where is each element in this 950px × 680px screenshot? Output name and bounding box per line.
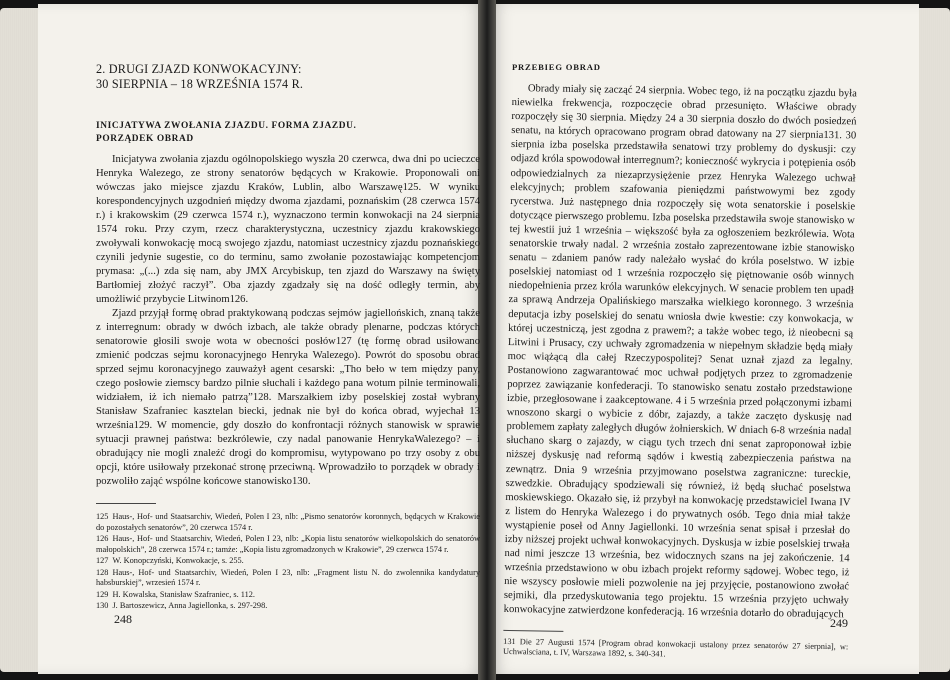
footnote-rule-right [503, 629, 563, 631]
footnote-130: 130 J. Bartoszewicz, Anna Jagiellonka, s. 297-298. [96, 601, 268, 610]
right-page-content [502, 38, 857, 659]
footnote-125: 125 Haus-, Hof- und Staatsarchiv, Wiedeń, Polen I 23, nlb: „Pismo senatorów koronnych, będących w Krakowie do pozostałych senatorów”, 20 czerwca 1574 r. [96, 512, 480, 532]
chapter-title-line1: 2. DRUGI ZJAZD KONWOKACYJNY: [96, 62, 302, 76]
left-body-text [96, 153, 480, 489]
footnote-126: 126 Haus-, Hof- und Staatsarchiv, Wiedeń, Polen I 23, nlb: „Kopia listu senatorów wielkopolskich do senatorów małopolskich”, 28 czerwca 1574 r.; tamże: „Kopia listu zgromadzonych w Krakowie”, 29 czerwca 1574 r. [96, 534, 480, 554]
left-page-content [78, 42, 480, 613]
left-footnotes [78, 512, 480, 612]
footnote-131: 131 Die 27 Augusti 1574 [Program obrad konwokacji ustalony przez senatorów 27 sierpnia], w: Uchwalsciana, t. IV, Warszawa 1892, s. 340-341. [502, 636, 849, 659]
right-paragraph-1: Obrady miały się zacząć 24 sierpnia. Wobec tego, iż na początku zjazdu była niewielka frekwencja, rozpoczęcie obrad przesunięto. Właściwe obrady rozpoczęły się 30 sierpnia. Między 24 a 30 sierpnia doszło do dwóch posiedzeń senatu, na których opracowano program obrad datowany na 27 sierpnia131. 30 sierpnia izba poselska przedstawiła senatowi trzy problemy do dyskusji: czy odjazd króla spowodował interregnum?; konieczność wykrycia i potępienia osób odpowiedzialnych za niezaprzysiężenie przez Henryka Walezego uchwał elekcyjnych; problem szafowania pieniędzmi państwowymi bez zgody rycerstwa. Już następnego dnia rozpoczęły się wota senatorskie i poselskie dotyczące pierwszego problemu. Izba poselska przedstawiła swoje stanowisko w tej kwestii już 1 września – większość była za ogłoszeniem bezkrólewia. Wota senatorskie trwały nadal. 2 września zostało zaprezentowane izbie stanowisko senatu – zdaniem panów rady należało wysłać do króla poselstwo. W izbie poselskiej natomiast od 1 września rozpoczęło się piętnowanie osób winnych niedopełnienia przez króla warunków elekcyjnych. W senacie problem ten upadł za sprawą Andrzeja Opalińskiego marszałka wielkiego koronnego. 3 września deputacja izby poselskiej do senatu wniosła dwie kwestie: czy konwokacja, w której uczestniczą, jest zgodna z prawem?; a także wobec tego, iż nieobecni są Litwini i Prusacy, czy uchwały zgromadzenia w niepełnym składzie będą miały moc wiążącą dla całej Rzeczypospolitej? Senat uznał zjazd za legalny. Postanowiono zagwarantować moc uchwał podjętych przez to zgromadzenie poprzez zawiązanie konfederacji. To stanowisko senatu zostało przedstawione izbie, przegłosowane i zaakceptowane. 4 i 5 września przed połączonymi izbami wnoszono skargi o wybicie z dóbr, zajazdy, a także zaczęto dyskusję nad problemem zapłaty zaległych długów żołnierskich. W dniach 6-8 września nadal słuchano skarg o zajazdy, w ciągu tych trzech dni senat zaproponował izbie niższej dyskusję nad reformą sądów i kwestią zabezpieczenia państwa na zewnątrz. Dnia 9 września przyjmowano poselstwa zagraniczne: tureckie, szwedzkie. Obradujący spodziewali się również, iż będą słuchać poselstwa moskiewskiego. Okazało się, iż przybył na konwokację przedstawiciel Iwana IV z listem do Henryka Walezego i do prywatnych osób. Tego dnia miał także wystąpienie poseł od Anny Jagiellonki. 10 września senat spisał i przesłał do izby niższej projekt uchwał konwokacyjnych. Dyskusja w izbie poselskiej trwała nad nimi jeszcze 13 września, bez widocznych szans na jej zakończenie. 14 września przedstawiono w obu izbach projekt reformy sądowej. Wobec tego, iż nie wszyscy posłowie mieli pozwolenie na jej przyjęcie, postanowiono zwołać sejmiki, dla przedyskutowania tego projektu. 15 września przyjęto uchwały konwokacyjne zatwierdzone konfederacją. 16 września dotarło do obradujących [503, 83, 857, 621]
chapter-title [96, 62, 480, 92]
footnote-129: 129 H. Kowalska, Stanisław Szafraniec, s. 112. [96, 589, 256, 599]
chapter-title-line2: 30 SIERPNIA – 18 WRZEŚNIA 1574 R. [96, 77, 304, 91]
left-paragraph-1: Inicjatywa zwołania zjazdu ogólnopolskiego wyszła 20 czerwca, dwa dni po ucieczce Henryka Walezego, ze strony senatorów będących w Krakowie. Proponowali oni wówczas jako miejsce zjazdu Kraków, Lublin, albo Warszawę125. W wyniku korespondencyjnych uzgodnień między dwoma zjazdami, poznańskim (28 czerwca 1574 r.) i krakowskim (29 czerwca 1574 r.), wyznaczono termin konwokacji na 24 sierpnia 1574 roku. Przy czym, rzecz charakterystyczna, uczestnicy zjazdu krakowskiego zwoływali konwokację mocą swojego zjazdu, natomiast uczestnicy zjazdu poznańskiego czynili jedynie sugestie, co do terminu, samo zwołanie pozostawiając kompetencjom prymasa: „(...) zda się nam, aby JMX Arcybiskup, ten zjazd do Warszawy na święty Bartłomiej złożyć raczył”. Oba zjazdy zgadzały się na dość odległy termin, aby umożliwić przybycie Litwinom126. [96, 154, 480, 305]
footnote-127: 127 W. Konopczyński, Konwokacje, s. 255. [96, 556, 244, 565]
book-gutter [478, 0, 496, 680]
footnote-128: 128 Haus-, Hof- und Staatsarchiv, Wiedeń, Polen I 23, nlb: „Fragment listu N. do zwolennika kandydatury habsburskiej”, wrzesień 1574 r. [96, 567, 480, 587]
left-paragraph-2: Zjazd przyjął formę obrad praktykowaną podczas sejmów jagiellońskich, znaną także z interregnum: obrady w dwóch izbach, ale także obrady plenarne, podczas których senatorowie głosili swoje wota w obecności posłów127 (tę formę obrad usiłowano zmienić podczas sejmu koronacyjnego Henryka Walezego). Powrót do sposobu obrad sprzed sejmu koronacyjnego zauważył agent cesarski: „Tho beło w tem między pany, czego posłowie ziemscy bardzo pilnie słuchali i każdego pana wotum pilnie terminowali, widziałem, iż ich niemało patrzą”128. Marszałkiem izby poselskiej został wybrany Stanisław Szafraniec kasztelan biecki, jednak nie był do końca obrad, wyjechał 13 września129. W momencie, gdy doszło do konfrontacji różnych stanowisk w sprawie sytuacji prawnej państwa: bezkrólewie, czy nadal panowanie HenrykaWalezego? – i obradujący nie mogli znaleźć drogi do kompromisu, wytypowano po trzy osoby z obu opcji, które usiłowały przekonać stronę przeciwną. Wprowadziło to porządek w obrady i pozwoliło zająć wspólne końcowe stanowisko130. [96, 308, 480, 487]
footnote-rule [96, 503, 156, 504]
right-body-text [503, 82, 857, 663]
running-head: PRZEBIEG OBRAD [512, 62, 601, 72]
section-heading: INICJATYWA ZWOŁANIA ZJAZDU. FORMA ZJAZDU. PORZĄDEK OBRAD [96, 121, 357, 144]
page-number-right: 249 [830, 616, 848, 630]
page-number-left: 248 [114, 612, 132, 626]
